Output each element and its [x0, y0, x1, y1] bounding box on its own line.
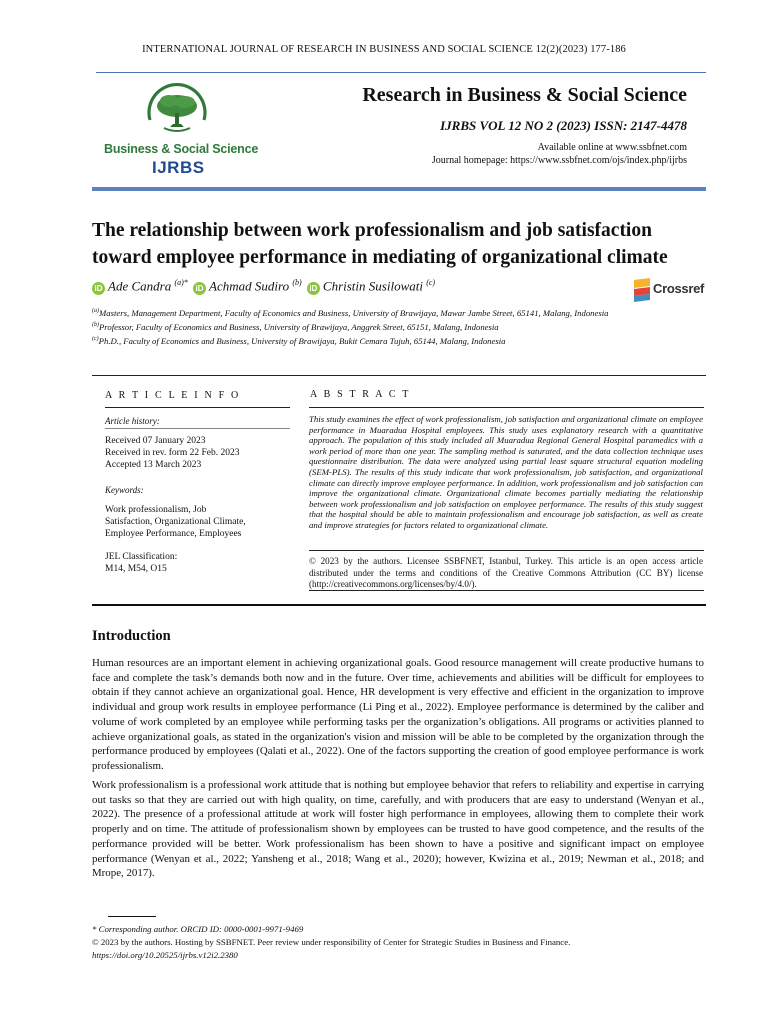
affiliation-c — [92, 336, 506, 346]
revised-date: Received in rev. form 22 Feb. 2023 — [105, 448, 240, 458]
affiliation-sup: (c) — [92, 336, 99, 343]
abstract-rule — [309, 407, 704, 408]
license-text: © 2023 by the authors. Licensee SSBFNET, Istanbul, Turkey. This article is an open access article distributed under the terms and conditions of the Creative Commons Attribution (CC BY) license (http://creativecommons.org/licenses/by/4.0/). — [309, 556, 703, 589]
affiliation-sup: (a) — [92, 308, 99, 315]
journal-logo — [100, 80, 270, 180]
doi-link[interactable]: https://doi.org/10.20525/ijrbs.v12i2.2380 — [92, 950, 238, 960]
logo-text-line2: IJRBS — [152, 158, 205, 177]
history-rule — [105, 428, 290, 429]
keywords-line3: Employee Performance, Employees — [105, 529, 242, 539]
running-head: INTERNATIONAL JOURNAL OF RESEARCH IN BUSINESS AND SOCIAL SCIENCE 12(2)(2023) 177-186 — [142, 44, 626, 55]
affiliation-text: Masters, Management Department, Faculty of Economics and Business, University of Brawijaya, Mawar Jambe Street, 65141, Malang, Indonesia — [99, 308, 609, 318]
footnote-rule — [108, 916, 156, 917]
orcid-icon[interactable]: iD — [307, 282, 320, 295]
affiliation-b — [92, 322, 499, 332]
article-title: The relationship between work professionalism and job satisfaction toward employee performance in mediating of organizational climate — [92, 220, 668, 268]
crossref-badge[interactable] — [632, 276, 712, 302]
accepted-date: Accepted 13 March 2023 — [105, 460, 202, 470]
journal-logo-tree-icon — [144, 80, 210, 142]
author-name[interactable]: Ade Candra — [108, 278, 172, 294]
jel-label: JEL Classification: — [105, 552, 178, 562]
author-sup: (a)* — [174, 278, 188, 287]
corresponding-author-note: * Corresponding author. ORCID ID: 0000-0001-9971-9469 — [92, 924, 304, 934]
license-bottom-rule — [309, 590, 704, 591]
affiliation-sup: (b) — [92, 322, 99, 329]
top-rule — [96, 72, 706, 73]
header-divider-bar — [92, 187, 706, 191]
journal-name: Research in Business & Social Science — [362, 84, 687, 106]
orcid-icon[interactable]: iD — [92, 282, 105, 295]
journal-homepage[interactable]: Journal homepage: https://www.ssbfnet.com/ojs/index.php/ijrbs — [431, 155, 687, 166]
author-name[interactable]: Christin Susilowati — [322, 278, 423, 294]
abstract-heading: A B S T R A C T — [310, 389, 411, 400]
author-sup: (b) — [292, 278, 302, 287]
affiliation-text: Ph.D., Faculty of Economics and Business, University of Brawijaya, Bukit Cemara Tujuh, 65144, Malang, Indonesia — [98, 336, 506, 346]
crossref-label: Crossref — [653, 281, 705, 296]
keywords-line2: Satisfaction, Organizational Climate, — [105, 517, 246, 527]
journal-volume: IJRBS VOL 12 NO 2 (2023) ISSN: 2147-4478 — [440, 118, 687, 133]
received-date: Received 07 January 2023 — [105, 436, 206, 446]
author-name[interactable]: Achmad Sudiro — [209, 278, 290, 294]
affiliation-text: Professor, Faculty of Economics and Business, University of Brawijaya, Anggrek Street, 65151, Malang, Indonesia — [99, 322, 499, 332]
abstract-text: This study examines the effect of work professionalism, job satisfaction and organizational climate on employee performance in Muaradua Hospital employees. This study uses explanatory research with a quantitative approach. The population of this study included all Muaradua Regional General Hospital paramedics with a work period of more than one year. The sampling method is saturated, and the data collection technique uses questionnaire distribution. The data were analyzed using partial least square structural equation modeling (SEM-PLS). The results of this study indicate that work professionalism, job satisfaction, and organizational climate can directly improve employee performance. In addition, work professionalism and job satisfaction can improve the organizational climate. Organizational climate becomes partially mediating the relationship between work professionalism and job satisfaction on employee performance. The results of this study suggest that the hospital should be able to maintain professionalism and encourage job satisfaction, as well as create and improve strategies for factors related to organizational climate. — [309, 414, 703, 530]
affiliation-a — [92, 308, 609, 318]
article-info-heading: A R T I C L E I N F O — [105, 390, 241, 401]
orcid-icon[interactable]: iD — [193, 282, 206, 295]
crossref-icon — [632, 276, 652, 302]
jel-codes: M14, M54, O15 — [105, 564, 167, 574]
author-list — [92, 278, 435, 295]
author-sup: (c) — [426, 278, 436, 287]
info-top-rule — [92, 375, 706, 376]
license-top-rule — [309, 550, 704, 551]
available-online: Available online at www.ssbfnet.com — [537, 142, 687, 153]
introduction-heading: Introduction — [92, 628, 171, 644]
keywords-label: Keywords: — [105, 485, 144, 495]
intro-paragraph-2: Work professionalism is a professional work attitude that is nothing but employee behavior that refers to reliability and expertise in carrying out tasks so that they are carried out with high quality, on time, carefully, and with producers that are easy to understand (Wenyan et al., 2022). The presence of a professional attitude at work will foster high performance in employees, allowing them to complete their work properly and on time. The attitude of professionalism shown by employees can be trusted to have good competence, and the results of the performance provided will be better. Work professionalism has been shown to have a positive and significant impact on employee performance (Wenyan et al., 2022; Yansheng et al., 2018; Wang et al., 2020); however, Kwizina et al., 2019; Newman et al., 2018; and Mrope, 2017). — [92, 779, 704, 880]
copyright-note: © 2023 by the authors. Hosting by SSBFNET. Peer review under responsibility of Center for Strategic Studies in Business and Finance. — [92, 937, 571, 947]
info-left-rule — [105, 407, 290, 408]
logo-text-line1: Business & Social Science — [104, 142, 259, 156]
history-label: Article history: — [105, 416, 160, 426]
section-divider — [92, 604, 706, 606]
keywords-line1: Work professionalism, Job — [105, 505, 207, 515]
intro-paragraph-1: Human resources are an important element in achieving organizational goals. Good resource management will create productive humans to face and complete the task’s demands both now and in the future. Over time, achievements and abilities will be difficult for employees to obtain if they cannot achieve an organizational goal. Hence, HR development is very effective and efficient in the organization to improve individual and group work results in employee performance (Li Ping et al., 2022). Employee performance is determined by the caliber and volume of work completed by an employee while performing tasks per the organization’s obligations. All programs or activities planned to achieve organizational goals, as stated in the organization's vision and mission will be able to be completed by the organization through the performance produced by employees (Qalati et al., 2022). One of the factors supporting the creation of good employee performance is work professionalism. — [92, 657, 704, 772]
